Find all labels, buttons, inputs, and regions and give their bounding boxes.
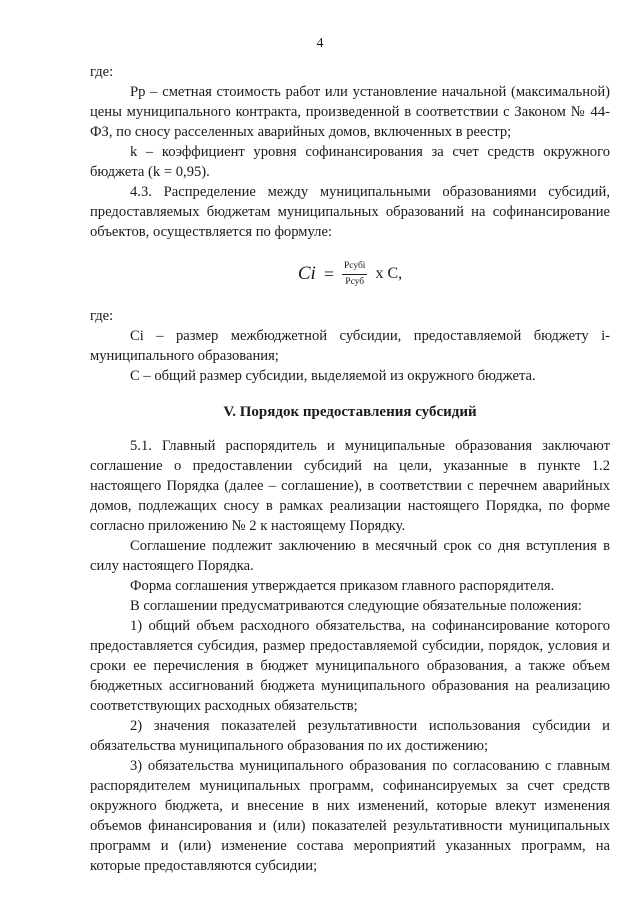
- where-label-2: где:: [90, 308, 114, 324]
- list-item-2: 2) значения показателей результативности использования субсидии и обязательства муниципального образования по их достижению;: [90, 718, 610, 754]
- document-body: [90, 62, 610, 876]
- formula-tail: x C,: [375, 265, 403, 282]
- paragraph-5-1: 5.1. Главный распорядитель и муниципальные образования заключают соглашение о предоставлении субсидий на цели, указанные в пункте 1.2 настоящего Порядка (далее – соглашение), в соответствии с перечнем аварийных домов, подлежащих сносу в рамках реализации настоящего Порядка, по форме согласно приложению № 2 к настоящему Порядку.: [90, 438, 610, 534]
- formula-numerator: Pсубi: [342, 261, 367, 275]
- formula: [90, 242, 610, 306]
- formula-equals: =: [323, 264, 334, 284]
- where-label-1: где:: [90, 64, 114, 80]
- section-title: V. Порядок предоставления субсидий: [223, 404, 477, 420]
- formula-lhs: Ci: [297, 263, 316, 284]
- definition-pr: Рр – сметная стоимость работ или установление начальной (максимальной) цены муниципального контракта, произведенной в соответствии с Законом № 44-ФЗ, по сносу расселенных аварийных домов, включенных в реестр;: [90, 84, 610, 140]
- definition-c: С – общий размер субсидии, выделяемой из окружного бюджета.: [130, 368, 536, 384]
- definition-k: k – коэффициент уровня софинансирования за счет средств окружного бюджета (k = 0,95).: [90, 144, 610, 180]
- formula-denominator: Pсуб: [345, 276, 365, 287]
- definition-ci: Ci – размер межбюджетной субсидии, предоставляемой бюджету i-муниципального образования;: [90, 328, 610, 364]
- page-number: 4: [316, 36, 324, 51]
- paragraph-agreement-term: Соглашение подлежит заключению в месячный срок со дня вступления в силу настоящего Порядка.: [90, 538, 610, 574]
- formula-fraction: [342, 261, 367, 288]
- paragraph-provisions: В соглашении предусматриваются следующие обязательные положения:: [130, 598, 582, 614]
- paragraph-4-3: 4.3. Распределение между муниципальными образованиями субсидий, предоставляемых бюджетам муниципальных образований на софинансирование объектов, осуществляется по формуле:: [90, 184, 610, 240]
- list-item-1: 1) общий объем расходного обязательства, на софинансирование которого предоставляется субсидия, размер предоставляемой субсидии, порядок, условия и сроки ее перечисления в бюджет муниципального образования, а также объем бюджетных ассигнований бюджета муниципального образования на реализацию соответствующих расходных обязательств;: [90, 618, 610, 714]
- paragraph-agreement-form: Форма соглашения утверждается приказом главного распорядителя.: [130, 578, 555, 594]
- list-item-3: 3) обязательства муниципального образования по согласованию с главным распорядителем муниципальных программ, софинансируемых за счет средств окружного бюджета, и внесение в них изменений, которые влекут изменения объемов финансирования и (или) показателей результативности муниципальных программ и (или) изменение состава мероприятий указанных программ, на которые предоставляются субсидии;: [90, 758, 610, 874]
